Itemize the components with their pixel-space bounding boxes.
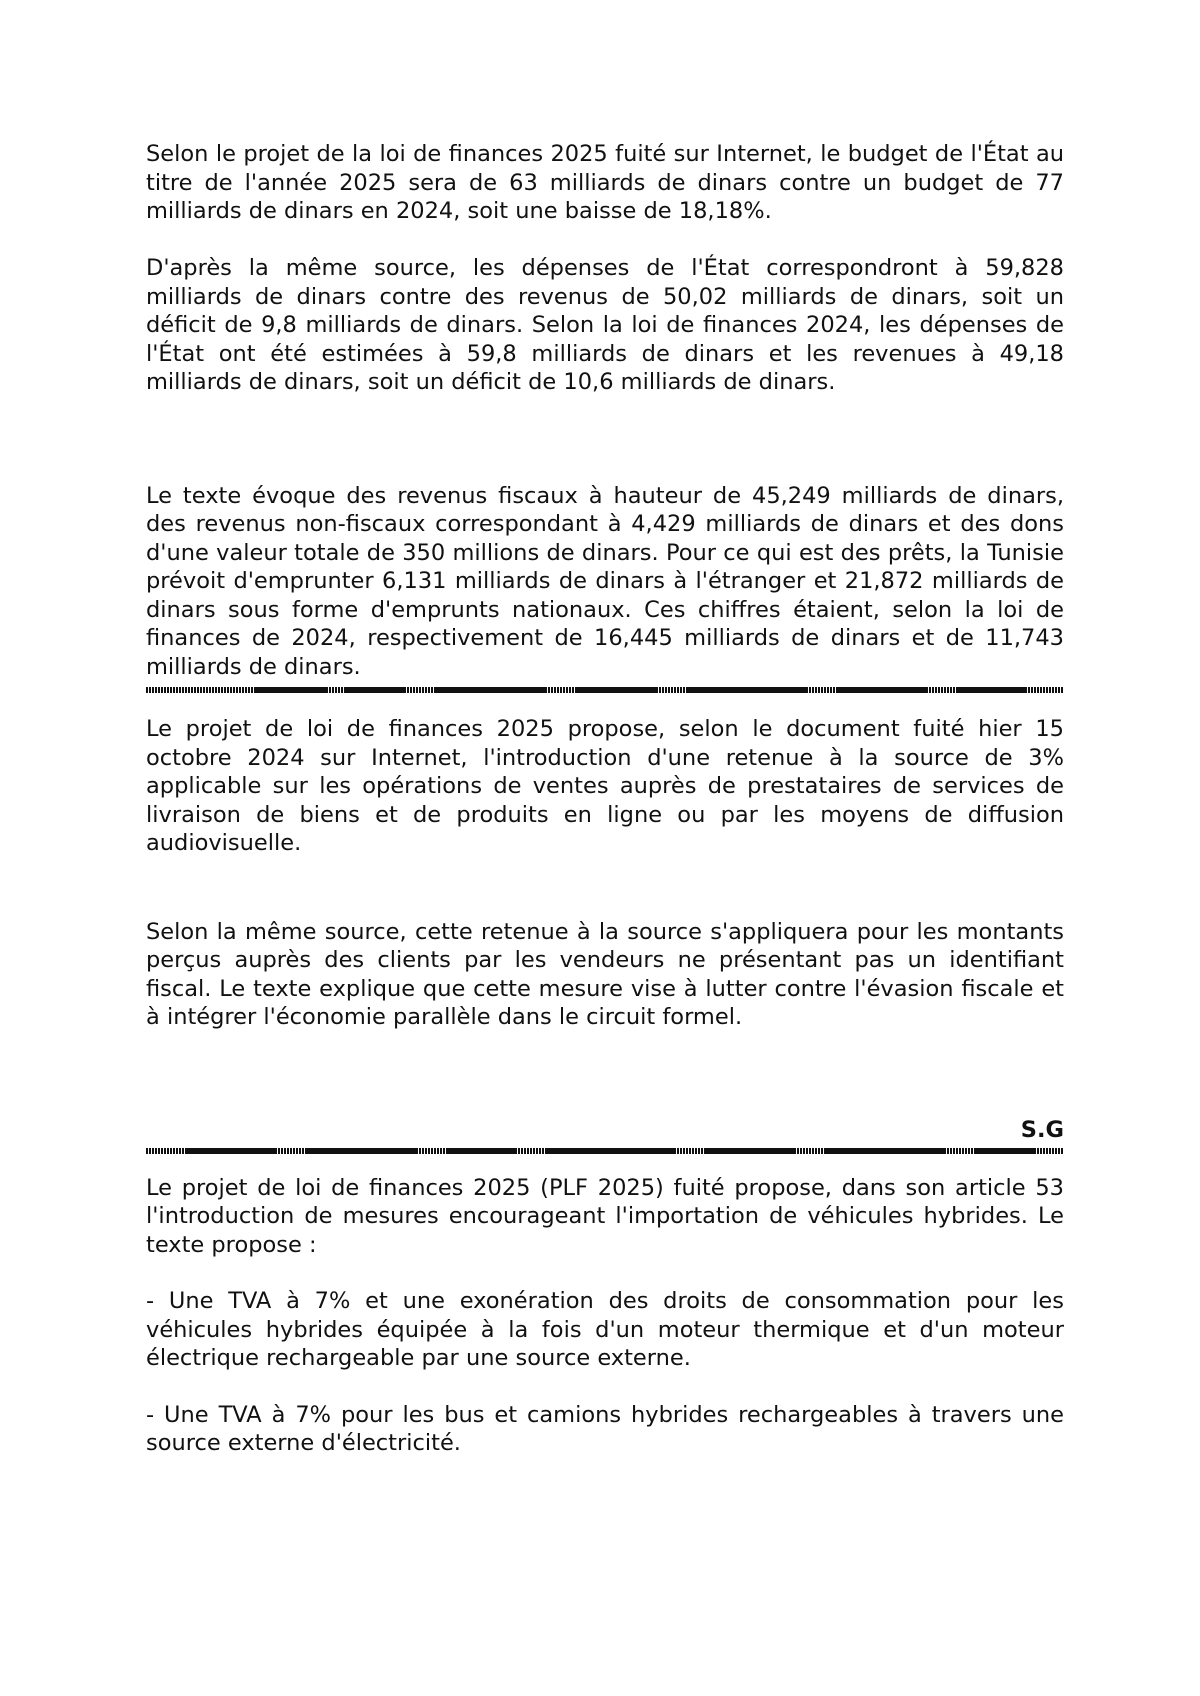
section-divider bbox=[146, 687, 1064, 693]
paragraph-retenue-source: Le projet de loi de finances 2025 propose, selon le document fuité hier 15 octobre 2024 sur Internet, l'introduction d'une retenue à la source de 3% applicable sur les opérations de ventes auprès de prestataires de services de livraison de biens et de produits en ligne ou par les moyens de diffusion audiovisuelle. bbox=[146, 716, 1064, 856]
list-item-tva-bus-camions: - Une TVA à 7% pour les bus et camions hybrides rechargeables à travers une source externe d'électricité. bbox=[146, 1401, 1064, 1456]
paragraph-gap bbox=[146, 858, 1064, 918]
paragraph-depenses-revenus: D'après la même source, les dépenses de l'État correspondront à 59,828 milliards de dinars contre des revenus de 50,02 milliards de dinars, soit un déficit de 9,8 milliards de dinars. Selon la loi de finances 2024, les dépenses de l'État ont été estimées à 59,8 milliards de dinars et les revenues à 49,18 milliards de dinars, soit un déficit de 10,6 milliards de dinars. bbox=[146, 255, 1064, 395]
paragraph-budget-2025: Selon le projet de la loi de finances 2025 fuité sur Internet, le budget de l'État au titre de l'année 2025 sera de 63 milliards de dinars contre un budget de 77 milliards de dinars en 2024, soit une baisse de 18,18%. bbox=[146, 141, 1064, 224]
section-divider bbox=[146, 1148, 1064, 1154]
paragraph-gap bbox=[146, 1032, 1064, 1116]
paragraph-evasion-fiscale: Selon la même source, cette retenue à la source s'appliquera pour les montants perçus auprès des clients par les vendeurs ne présentant pas un identifiant fiscal. Le texte explique que cette mesure vise à lutter contre l'évasion fiscale et à intégrer l'économie parallèle dans le circuit formel. bbox=[146, 918, 1064, 1030]
author-signature: S.G bbox=[1020, 1116, 1064, 1143]
paragraph-gap bbox=[146, 1259, 1064, 1287]
document-page bbox=[146, 140, 1064, 1458]
paragraph-revenus-fiscaux: Le texte évoque des revenus fiscaux à hauteur de 45,249 milliards de dinars, des revenus non-fiscaux correspondant à 4,429 milliards de dinars et des dons d'une valeur totale de 350 millions de dinars. Pour ce qui est des prêts, la Tunisie prévoit d'emprunter 6,131 milliards de dinars à l'étranger et 21,872 milliards de dinars sous forme d'emprunts nationaux. Ces chiffres étaient, selon la loi de finances de 2024, respectivement de 16,445 milliards de dinars et de 11,743 milliards de dinars. bbox=[146, 482, 1064, 680]
paragraph-gap bbox=[146, 226, 1064, 255]
list-item-tva-hybrides: - Une TVA à 7% et une exonération des droits de consommation pour les véhicules hybrides équipée à la fois d'un moteur thermique et d'un moteur électrique rechargeable par une source externe. bbox=[146, 1288, 1064, 1371]
paragraph-gap bbox=[146, 397, 1064, 482]
paragraph-gap bbox=[146, 1373, 1064, 1401]
paragraph-vehicules-hybrides: Le projet de loi de finances 2025 (PLF 2025) fuité propose, dans son article 53 l'introduction de mesures encourageant l'importation de véhicules hybrides. Le texte propose : bbox=[146, 1174, 1064, 1258]
